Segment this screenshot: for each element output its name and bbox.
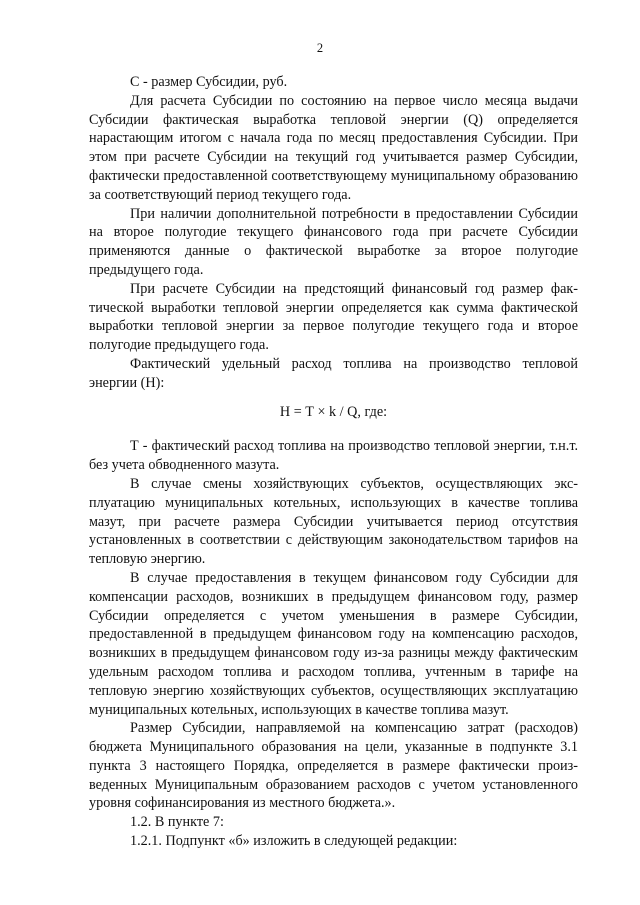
page-number: 2 — [316, 41, 324, 55]
paragraph-next-year-calculation: При расчете Субсидии на предстоящий финансовый год размер фактической выработки тепловой энергии определяется как сумма фактической выработки тепловой энергии за первое полугодие текущего года и второе полугодие предыдущего года. — [89, 280, 578, 354]
paragraph-heat-output-calculation: Для расчета Субсидии по состоянию на первое число месяца выдачи Субсидии фактическая выработка тепловой энергии (Q) определяется нарастающим итогом с начала года по месяц предоставления Субсидии. При этом при расчете Субсидии на текущий год учитывается размер Субсидии, фактически предоставленной соответствующему муниципальному образованию за соответствующий период текущего года. — [89, 92, 578, 203]
paragraph-item-1-2: 1.2. В пункте 7: — [130, 814, 224, 831]
paragraph-previous-year-compensation: В случае предоставления в текущем финансовом году Субсидии для компенсации расходов, возникших в предыдущем финансовом году, размер Субсидии определяется с учетом уменьшения в размере Субсидии, предоставленной в предыдущем финансовом году на компенсацию расходов, возникших в предыдущем финансовом году из-за разницы между фактическим удельным расходом топлива и расходом топлива, учтенным в тарифе на тепловую энергию хозяйствующих субъектов, осуществляющих эксплуатацию муниципальных котельных, использующих в качестве топлива мазут. — [89, 569, 578, 718]
paragraph-budget-cost-compensation: Размер Субсидии, направляемой на компенсацию затрат (расходов) бюджета Муниципального образования на цели, указанные в подпункте 3.1 пункта 3 настоящего Порядка, определяется в размере фактически произведенных Муниципальным образованием расходов с учетом установленного уровня софинансирования из местного бюджета.». — [89, 720, 578, 812]
paragraph-fuel-definition: Т - фактический расход топлива на производство тепловой энергии, т.н.т. без учета обводненного мазута. — [89, 438, 578, 474]
document-body — [89, 73, 578, 851]
paragraph-subsidy-size-definition: С - размер Субсидии, руб. — [130, 74, 288, 90]
paragraph-operator-change: В случае смены хозяйствующих субъектов, осуществляющих эксплуатацию муниципальных котельных, использующих в качестве топлива мазут, при расчете размера Субсидии учитывается период отсутствия установленных в соответствии с действующим законодательством тарифов на тепловую энергию. — [89, 475, 578, 568]
paragraph-item-1-2-1: 1.2.1. Подпункт «б» изложить в следующей редакции: — [130, 833, 458, 850]
paragraph-fuel-consumption-intro: Фактический удельный расход топлива на производство тепловой энергии (Н): — [89, 355, 578, 391]
formula-fuel-consumption: Н = Т × k / Q, где: — [279, 403, 388, 420]
paragraph-second-half-year-need: При наличии дополнительной потребности в предоставлении Субсидии на второе полугодие текущего финансового года при расчете Субсидии применяются данные о фактической выработке за второе полугодие предыдущего года. — [89, 205, 578, 278]
